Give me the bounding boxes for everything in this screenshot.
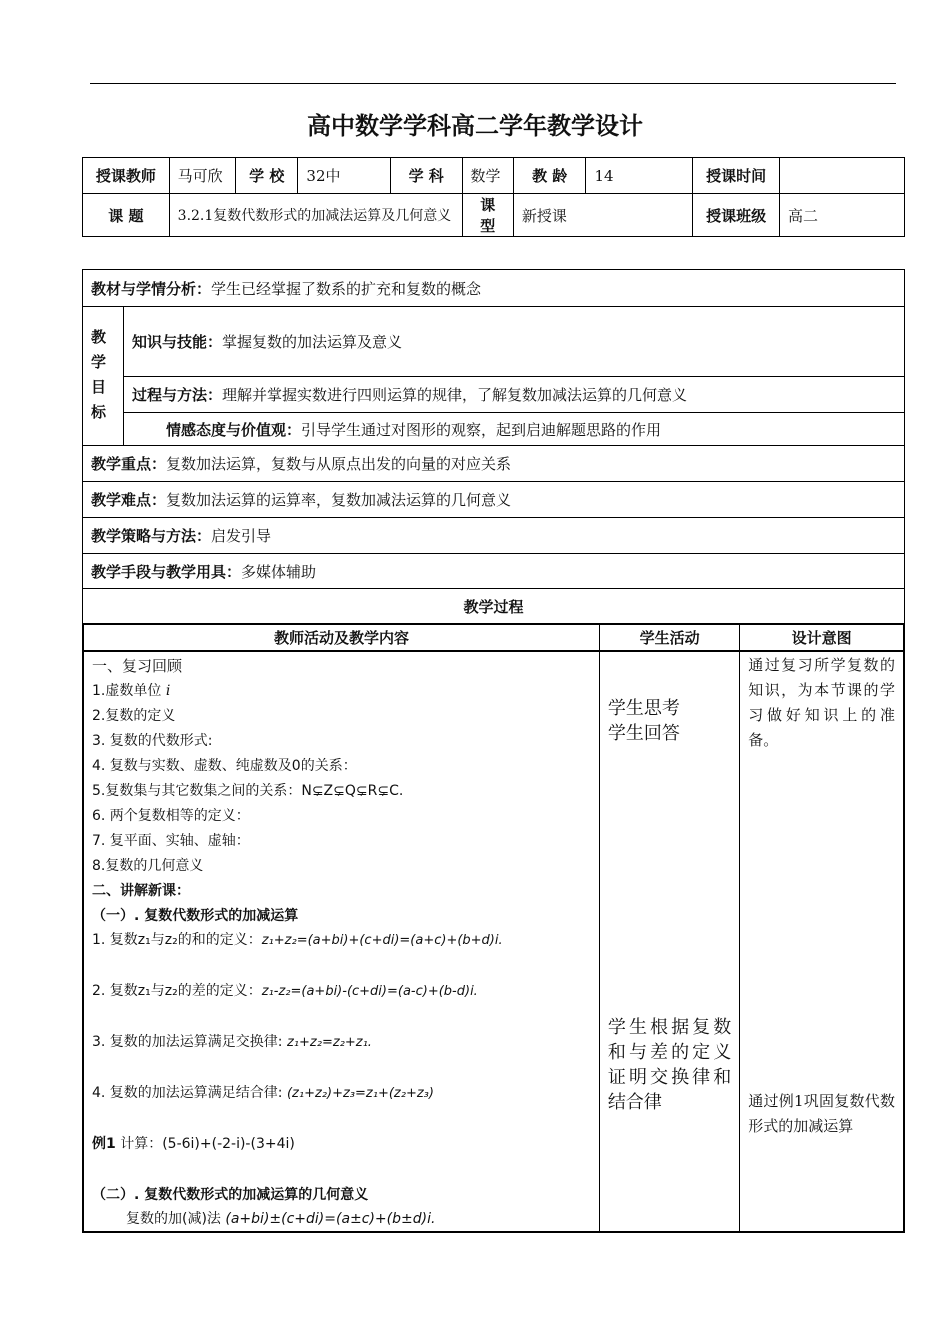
tools-label: 教学手段与教学用具：	[91, 562, 242, 581]
sec1-item-3-text: 3. 复数的加法运算满足交换律:	[92, 1034, 283, 1050]
process-method-label: 过程与方法：	[132, 386, 223, 404]
class-value: 高二	[779, 194, 904, 237]
example-label: 例1	[92, 1136, 116, 1152]
col-student-header: 学生活动	[599, 624, 739, 651]
sec1-item-1-text: 1. 复数z₁与z₂的和的定义：	[92, 932, 262, 948]
tools-text: 多媒体辅助	[241, 562, 317, 581]
emotion-text: 引导学生通过对图形的观察，起到启迪解题思路的作用	[301, 420, 662, 439]
teacher-label: 授课教师	[83, 158, 170, 194]
goals-label: 教学目标	[83, 307, 124, 446]
time-label: 授课时间	[693, 158, 780, 194]
analysis-table	[82, 269, 905, 624]
review-item-6: 6. 两个复数相等的定义：	[92, 808, 250, 824]
sec1-item-3-formula: z₁+z₂=z₂+z₁.	[286, 1035, 372, 1050]
time-value	[779, 158, 904, 194]
process-title: 教学过程	[83, 589, 905, 624]
topic-value: 3.2.1复数代数形式的加减法运算及几何意义	[169, 194, 462, 237]
school-label: 学 校	[236, 158, 298, 194]
class-label: 授课班级	[693, 194, 780, 237]
process-method-text: 理解并掌握实数进行四则运算的规律，了解复数加减法运算的几何意义	[222, 386, 688, 404]
imaginary-unit: i	[165, 683, 171, 699]
knowledge-label: 知识与技能：	[132, 333, 223, 351]
section-1-title: （一）. 复数代数形式的加减运算	[92, 908, 299, 924]
sec1-item-2-formula: z₁-z₂=(a+bi)-(c+di)=(a-c)+(b-d)i.	[261, 984, 478, 999]
material-text: 学生已经掌握了数系的扩充和复数的概念	[211, 279, 482, 298]
strategy-label: 教学策略与方法：	[91, 527, 212, 545]
age-label: 教 龄	[513, 158, 586, 194]
col-intent-header: 设计意图	[740, 624, 904, 651]
review-item-4: 4. 复数与实数、虚数、纯虚数及0的关系：	[92, 758, 357, 774]
sec1-item-4-text: 4. 复数的加法运算满足结合律:	[92, 1085, 283, 1101]
subject-value: 数学	[462, 158, 513, 194]
teacher-value: 马可欣	[169, 158, 235, 194]
review-item-8: 8.复数的几何意义	[92, 858, 204, 874]
process-table	[82, 623, 905, 1233]
knowledge-text: 掌握复数的加法运算及意义	[222, 333, 403, 351]
sec1-item-1-formula: z₁+z₂=(a+bi)+(c+di)=(a+c)+(b+d)i.	[261, 933, 503, 948]
intent-content	[740, 651, 904, 1232]
topic-label: 课 题	[83, 194, 170, 237]
school-value: 32中	[298, 158, 390, 194]
intent-example: 通过例1巩固复数代数形式的加减运算	[748, 1092, 895, 1135]
strategy-text: 启发引导	[211, 527, 272, 545]
sec1-item-2-text: 2. 复数z₁与z₂的差的定义：	[92, 983, 262, 999]
material-label: 教材与学情分析：	[91, 279, 212, 298]
sec1-item-4-formula: (z₁+z₂)+z₃=z₁+(z₂+z₃)	[286, 1086, 434, 1101]
review-item-3: 3. 复数的代数形式:	[92, 733, 213, 749]
type-label: 课 型	[462, 194, 513, 237]
teacher-content	[83, 651, 599, 1232]
key-label: 教学重点：	[91, 455, 167, 473]
intent-review: 通过复习所学复数的知识，为本节课的学习做好知识上的准备。	[748, 656, 895, 749]
sec2-text: 复数的加(减)法	[126, 1211, 221, 1227]
student-think: 学生思考	[607, 698, 680, 719]
age-value: 14	[586, 158, 693, 194]
difficulty-text: 复数加法运算的运算率，复数加减法运算的几何意义	[166, 491, 512, 509]
review-item-2: 2.复数的定义	[92, 708, 176, 724]
student-answer: 学生回答	[607, 723, 680, 744]
section-2-title: （二）. 复数代数形式的加减运算的几何意义	[92, 1187, 369, 1203]
header-table	[82, 157, 905, 237]
sec2-formula: (a+bi)±(c+di)=(a±c)+(b±d)i.	[225, 1211, 436, 1227]
emotion-label: 情感态度与价值观：	[166, 420, 302, 439]
type-value: 新授课	[513, 194, 692, 237]
student-content	[599, 651, 739, 1232]
review-title: 一、复习回顾	[92, 657, 183, 675]
key-text: 复数加法运算，复数与从原点出发的向量的对应关系	[166, 455, 512, 473]
subject-label: 学 科	[390, 158, 462, 194]
review-item-1: 1.虚数单位	[92, 683, 162, 699]
page-title: 高中数学学科高二学年教学设计	[307, 112, 643, 140]
review-item-5: 5.复数集与其它数集之间的关系：N⊊Z⊊Q⊊R⊊C.	[92, 783, 404, 799]
new-lesson-title: 二、讲解新课：	[92, 883, 190, 899]
difficulty-label: 教学难点：	[91, 491, 167, 509]
student-prove: 学生根据复数和与差的定义证明交换律和结合律	[607, 1017, 732, 1113]
review-item-7: 7. 复平面、实轴、虚轴：	[92, 833, 250, 849]
example-text: 计算：(5-6i)+(-2-i)-(3+4i)	[120, 1136, 295, 1152]
header-rule	[90, 83, 896, 84]
col-teacher-header: 教师活动及教学内容	[83, 624, 599, 651]
